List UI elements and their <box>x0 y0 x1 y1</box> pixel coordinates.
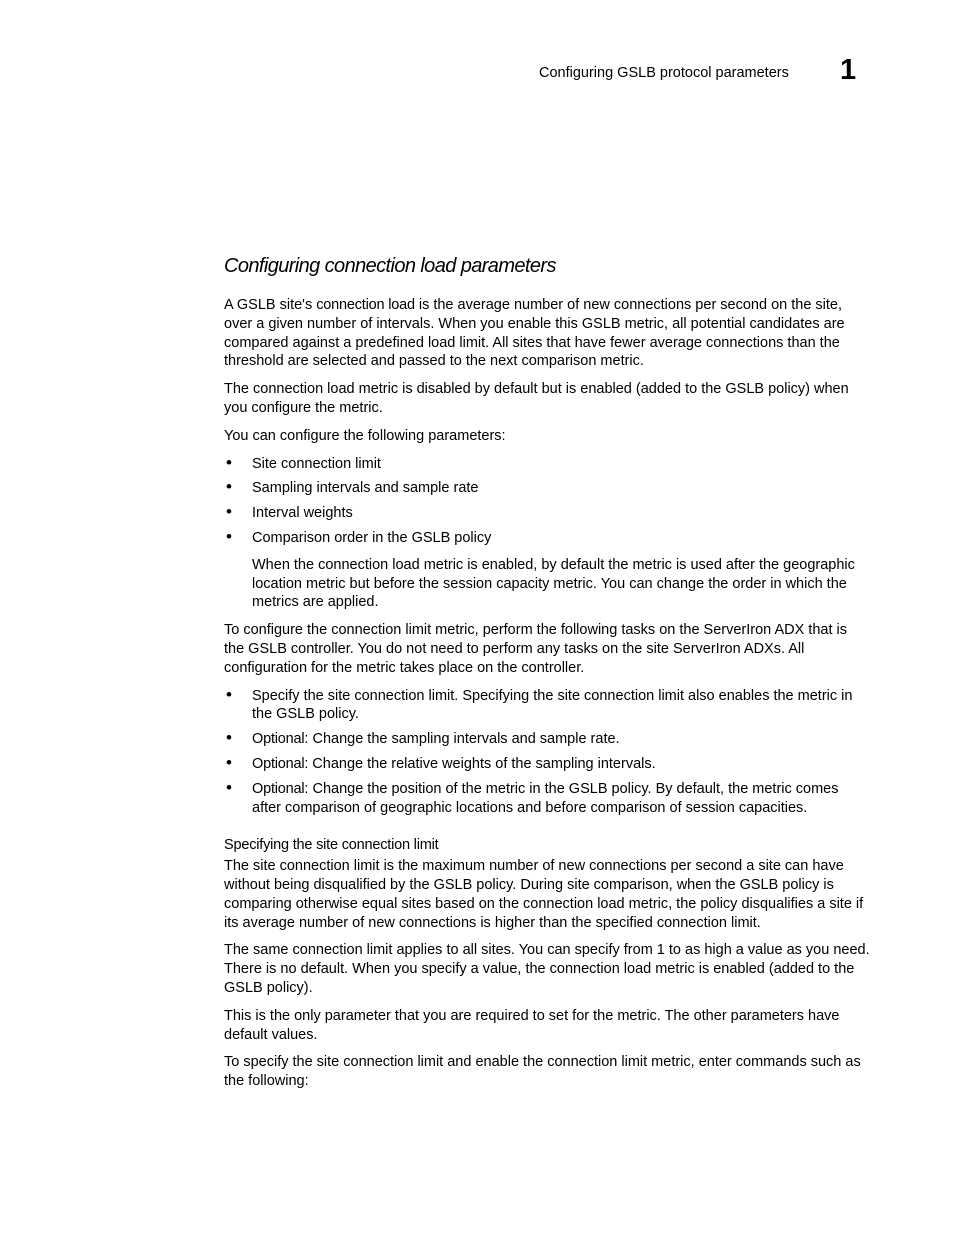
parameter-list <box>224 455 870 548</box>
subsection-title: Specifying the site connection limit <box>224 837 439 854</box>
intro-paragraph <box>224 296 870 371</box>
paragraph-command-lead: To specify the site connection limit and enable the connection limit metric, enter commands such as the following: <box>224 1054 861 1090</box>
list-item <box>224 687 870 725</box>
task-label: Optional: <box>252 755 309 772</box>
task-text: Specify the site connection limit. Specifying the site connection limit also enables the metric in the GSLB policy. <box>252 687 853 723</box>
paragraph-params-lead: You can configure the following parameters: <box>224 427 506 444</box>
paragraph-limit-definition: The site connection limit is the maximum number of new connections per second a site can have without being disqualified by the GSLB policy. During site comparison, when the GSLB policy is comparing otherwise equal sites based on the connection load metric, the policy disqualifies a site if its average number of new connections is higher than the specified connection limit. <box>224 858 864 931</box>
task-text: : Change the sampling intervals and sample rate. <box>304 731 620 748</box>
intro-post: is the average number of new connections per second on the site, over a given number of intervals. When you enable this GSLB metric, all potential candidates are compared against a predefined load limit. All sites that have fewer average connections than the threshold are selected and passed to the next comparison metric. <box>224 297 845 370</box>
list-item <box>224 730 870 749</box>
chapter-number: 1 <box>840 54 857 86</box>
list-item: • Interval weights <box>224 504 870 523</box>
paragraph-required-param: This is the only parameter that you are required to set for the metric. The other parameters have default values. <box>224 1007 840 1043</box>
running-header-title: Configuring GSLB protocol parameters <box>539 65 789 81</box>
paragraph-default-state: The connection load metric is disabled by default but is enabled (added to the GSLB policy) when you configure the metric. <box>224 381 849 416</box>
list-item <box>224 755 870 774</box>
section-title: Configuring connection load parameters <box>224 255 556 277</box>
parameter-list-note: When the connection load metric is enabled, by default the metric is used after the geographic location metric but before the session capacity metric. You can change the order in which the metrics are applied. <box>252 556 855 611</box>
list-item: • Sampling intervals and sample rate <box>224 479 870 498</box>
list-item: • Comparison order in the GSLB policy <box>224 529 870 548</box>
paragraph-tasks-lead: To configure the connection limit metric, perform the following tasks on the ServerIron ADX that is the GSLB controller. You do not need to perform any tasks on the site ServerIron ADXs. All configuration for the metric takes place on the controller. <box>224 622 847 676</box>
paragraph-limit-range: The same connection limit applies to all sites. You can specify from 1 to as high a value as you need. There is no default. When you specify a value, the connection load metric is enabled (added to the GSLB policy). <box>224 942 870 996</box>
page-body <box>224 253 870 1100</box>
task-label: Optional <box>252 731 305 748</box>
intro-pre: A GSLB site's <box>224 297 317 313</box>
task-text: Change the relative weights of the sampling intervals. <box>308 755 656 772</box>
intro-term: connection load <box>316 297 415 313</box>
task-text: : Change the position of the metric in the GSLB policy. By default, the metric comes after comparison of geographic locations and before comparison of session capacities. <box>252 780 839 816</box>
list-item <box>224 780 870 818</box>
task-list <box>224 687 870 818</box>
task-label: Optional <box>252 780 305 797</box>
list-item: • Site connection limit <box>224 455 870 474</box>
